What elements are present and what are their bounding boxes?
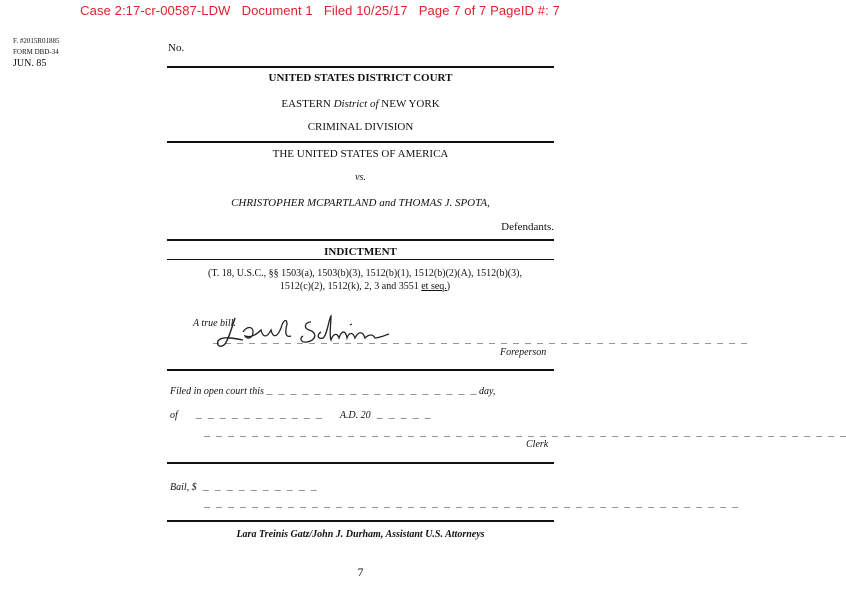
division-line: CRIMINAL DIVISION [307,121,414,133]
bail-rule [167,462,554,464]
year-blank: _ _ _ _ _ [370,411,431,422]
versus-label: vs. [355,172,366,183]
ad-label: A.D. 20 [339,410,371,421]
filed-line [170,386,495,398]
et-seq: et seq. [421,281,447,292]
bail-label: Bail, $ [170,482,197,493]
district-line [167,98,554,110]
bail-blank: _ _ _ _ _ _ _ _ _ _ [196,483,317,494]
indictment-rule-top [167,239,554,241]
filing-rule [167,369,554,371]
case-header: Case 2:17-cr-00587-LDW Document 1 Filed 10/25/17 Page 7 of 7 PageID #: 7 [80,3,560,18]
day-label: day, [476,386,496,397]
form-date: JUN. 85 [13,58,47,69]
statute-line-2: 1512(c)(2), 1512(k), 2, 3 and 3551 et seq.) [279,281,451,292]
clerk-label: Clerk [526,439,549,450]
attorneys-line: Lara Treinis Gatz/John J. Durham, Assistant U.S. Attorneys [236,529,485,540]
of-line [170,410,431,422]
attorneys-rule [167,520,554,522]
number-label: No. [168,42,185,54]
defendants-label: Defendants. [501,221,554,233]
district-post: NEW YORK [378,98,440,110]
filed-label: Filed in open court this [170,386,267,397]
of-blank: _ _ _ _ _ _ _ _ _ _ _ [177,411,340,422]
indictment-rule-bottom [167,259,554,260]
true-bill-label: A true bill. [193,318,236,329]
bail-signature-line: _ _ _ _ _ _ _ _ _ _ _ _ _ _ _ _ _ _ _ _ _ _ _ _ _ _ _ _ _ _ _ _ _ _ _ _ _ _ _ _ _ _ _ _ _ [204,500,739,511]
defendants-names: CHRISTOPHER MCPARTLAND and THOMAS J. SPOTA, [231,197,490,209]
form-code: F. #2015R01885 [13,37,60,45]
filed-day-blank: _ _ _ _ _ _ _ _ _ _ _ _ _ _ _ _ _ _ [266,387,477,398]
indictment-title: INDICTMENT [324,246,397,258]
form-meta [13,36,60,70]
foreperson-signature [213,308,413,356]
district-word: District of [333,98,379,110]
bail-line [170,482,317,494]
court-name: UNITED STATES DISTRICT COURT [268,72,453,84]
top-rule [167,66,554,68]
plaintiff-name: THE UNITED STATES OF AMERICA [272,148,449,160]
page-number: 7 [357,565,364,579]
district-pre: EASTERN [281,98,334,110]
statute-line-1: (T. 18, U.S.C., §§ 1503(a), 1503(b)(3), 1512(b)(1), 1512(b)(2)(A), 1512(b)(3), [208,268,522,279]
foreperson-signature-line: _ _ _ _ _ _ _ _ _ _ _ _ _ _ _ _ _ _ _ _ _ _ _ _ _ _ _ _ _ _ _ _ _ _ _ _ _ _ _ _ _ _ _ _ _ [213,336,748,347]
form-number: FORM DBD-34 [13,48,59,56]
clerk-signature-line: _ _ _ _ _ _ _ _ _ _ _ _ _ _ _ _ _ _ _ _ _ _ _ _ _ _ _ _ _ _ _ _ _ _ _ _ _ _ _ _ _ _ _ _ _ _ _ _ _ _ _ _ _ _ [204,429,846,440]
statute-citation [185,267,545,293]
of-label: of [170,410,178,421]
foreperson-label: Foreperson [500,347,547,358]
caption-rule [167,141,554,143]
